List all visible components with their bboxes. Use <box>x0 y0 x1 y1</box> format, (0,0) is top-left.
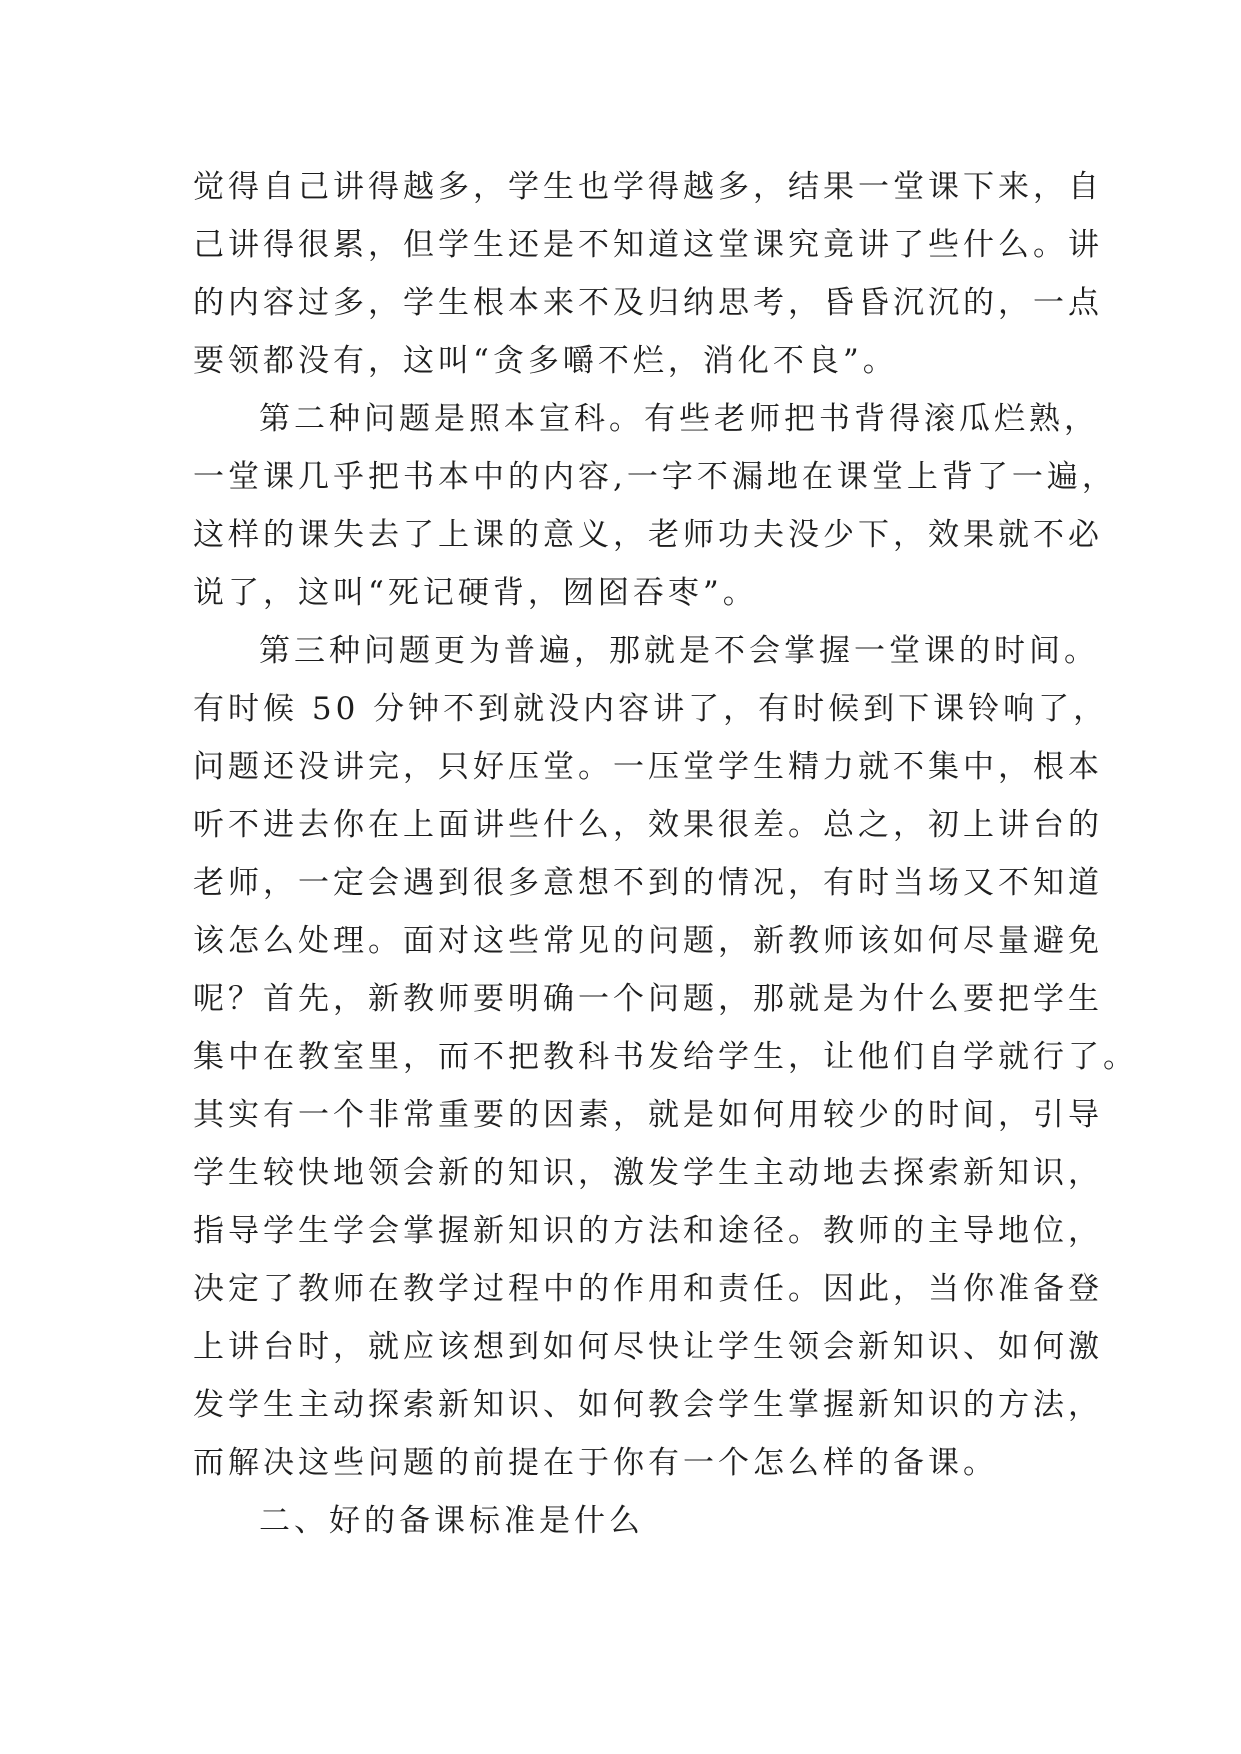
text-line: 指导学生学会掌握新知识的方法和途径。教师的主导地位， <box>193 1213 1103 1249</box>
text-line: 要领都没有，这叫“贪多嚼不烂，消化不良”。 <box>193 343 898 379</box>
paragraph-start-line: 第二种问题是照本宣科。有些老师把书背得滚瓜烂熟， <box>259 401 1099 437</box>
paragraph-start-line: 第三种问题更为普遍，那就是不会掌握一堂课的时间。 <box>259 633 1099 669</box>
text-line: 这样的课失去了上课的意义，老师功夫没少下，效果就不必 <box>193 517 1103 553</box>
text-line: 一堂课几乎把书本中的内容,一字不漏地在课堂上背了一遍， <box>193 459 1117 495</box>
body-text <box>193 158 1138 1550</box>
text-line: 决定了教师在教学过程中的作用和责任。因此，当你准备登 <box>193 1271 1103 1307</box>
text-line: 该怎么处理。面对这些常见的问题，新教师该如何尽量避免 <box>193 923 1103 959</box>
text-line: 的内容过多，学生根本来不及归纳思考，昏昏沉沉的，一点 <box>193 285 1103 321</box>
text-line: 问题还没讲完，只好压堂。一压堂学生精力就不集中，根本 <box>193 749 1103 785</box>
text-line: 老师，一定会遇到很多意想不到的情况，有时当场又不知道 <box>193 865 1103 901</box>
section-heading: 二、好的备课标准是什么 <box>259 1503 644 1539</box>
text-line: 己讲得很累，但学生还是不知道这堂课究竟讲了些什么。讲 <box>193 227 1103 263</box>
text-line: 听不进去你在上面讲些什么，效果很差。总之，初上讲台的 <box>193 807 1103 843</box>
text-line: 而解决这些问题的前提在于你有一个怎么样的备课。 <box>193 1445 998 1481</box>
text-line: 集中在教室里，而不把教科书发给学生，让他们自学就行了。 <box>193 1039 1138 1075</box>
text-line: 有时候 50 分钟不到就没内容讲了，有时候到下课铃响了， <box>193 691 1109 727</box>
text-line: 其实有一个非常重要的因素，就是如何用较少的时间，引导 <box>193 1097 1103 1133</box>
text-line: 发学生主动探索新知识、如何教会学生掌握新知识的方法， <box>193 1387 1103 1423</box>
text-line: 觉得自己讲得越多，学生也学得越多，结果一堂课下来，自 <box>193 169 1103 205</box>
text-line: 学生较快地领会新的知识，激发学生主动地去探索新知识， <box>193 1155 1103 1191</box>
text-line: 说了，这叫“死记硬背，囫囵吞枣”。 <box>193 575 758 611</box>
text-line: 上讲台时，就应该想到如何尽快让学生领会新知识、如何激 <box>193 1329 1103 1365</box>
text-line: 呢？首先，新教师要明确一个问题，那就是为什么要把学生 <box>193 981 1103 1017</box>
